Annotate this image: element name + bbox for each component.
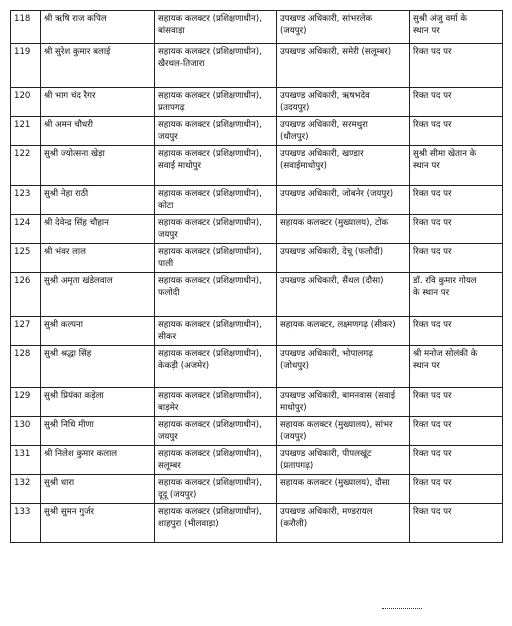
officer-name-cell: सुश्री प्रियंका कड़ेला: [41, 388, 155, 417]
new-posting-line: (सवाईमाधोपुर): [280, 161, 328, 171]
remark-cell: [410, 146, 503, 186]
table-row: [11, 475, 503, 504]
table-row: [11, 446, 503, 475]
officer-name-cell: श्री भंवर लाल: [41, 244, 155, 273]
new-posting-cell: [277, 88, 410, 117]
current-post-line: सहायक कलक्टर (प्रशिक्षणाधीन),: [158, 14, 262, 24]
new-posting-cell: [277, 388, 410, 417]
remark-line: के स्थान पर: [413, 288, 450, 298]
current-post-line: सहायक कलक्टर (प्रशिक्षणाधीन),: [158, 247, 262, 257]
current-post-line: सहायक कलक्टर (प्रशिक्षणाधीन),: [158, 349, 262, 359]
current-post-line: जयपुर: [158, 132, 178, 142]
new-posting-line: (करौली): [280, 519, 308, 529]
remark-line: रिक्त पद पर: [413, 247, 452, 257]
current-post-cell: [155, 317, 277, 346]
serial-number-cell: 127: [11, 317, 41, 346]
page-continuation-mark: [382, 608, 422, 611]
table-row: [11, 273, 503, 317]
remark-line: रिक्त पद पर: [413, 449, 452, 459]
new-posting-line: (जयपुर): [280, 432, 307, 442]
table-body: [11, 11, 503, 543]
new-posting-line: उपखण्ड अधिकारी, भोपालगढ़: [280, 349, 374, 359]
current-post-cell: [155, 273, 277, 317]
new-posting-line: उपखण्ड अधिकारी, सांभरलेक: [280, 14, 373, 24]
current-post-line: सहायक कलक्टर (प्रशिक्षणाधीन),: [158, 320, 262, 330]
table-row: [11, 44, 503, 88]
remark-line: डॉ. रवि कुमार गोयल: [413, 276, 477, 286]
remark-line: स्थान पर: [413, 161, 440, 171]
new-posting-line: उपखण्ड अधिकारी, मण्डरायल: [280, 507, 373, 517]
new-posting-line: उपखण्ड अधिकारी, देचू (फलौदी): [280, 247, 384, 257]
new-posting-line: (धौलपुर): [280, 132, 309, 142]
serial-number-cell: 120: [11, 88, 41, 117]
remark-line: श्री मनोज सोलंकी के: [413, 349, 478, 359]
new-posting-cell: [277, 273, 410, 317]
current-post-line: सहायक कलक्टर (प्रशिक्षणाधीन),: [158, 391, 262, 401]
new-posting-line: उपखण्ड अधिकारी, पीपलखूंट: [280, 449, 372, 459]
table-row: [11, 117, 503, 146]
current-post-cell: [155, 186, 277, 215]
current-post-line: सहायक कलक्टर (प्रशिक्षणाधीन),: [158, 420, 262, 430]
current-post-line: सहायक कलक्टर (प्रशिक्षणाधीन),: [158, 91, 262, 101]
current-post-cell: [155, 117, 277, 146]
new-posting-line: (उदयपुर): [280, 103, 310, 113]
serial-number-cell: 122: [11, 146, 41, 186]
new-posting-line: उपखण्ड अधिकारी, जोबनेर (जयपुर): [280, 189, 394, 199]
remark-cell: [410, 388, 503, 417]
new-posting-line: उपखण्ड अधिकारी, सरमथुरा: [280, 120, 368, 130]
remark-cell: [410, 504, 503, 543]
remark-cell: [410, 88, 503, 117]
current-post-line: दूदू (जयपुर): [158, 490, 197, 500]
remark-line: रिक्त पद पर: [413, 47, 452, 57]
remark-line: रिक्त पद पर: [413, 478, 452, 488]
current-post-line: जयपुर: [158, 230, 178, 240]
remark-line: स्थान पर: [413, 361, 440, 371]
current-post-line: पाली: [158, 259, 174, 269]
current-post-cell: [155, 504, 277, 543]
serial-number-cell: 121: [11, 117, 41, 146]
officer-name-cell: श्री देवेन्द्र सिंह चौहान: [41, 215, 155, 244]
current-post-line: सहायक कलक्टर (प्रशिक्षणाधीन),: [158, 507, 262, 517]
new-posting-line: (जोधपुर): [280, 361, 309, 371]
current-post-cell: [155, 388, 277, 417]
officer-name-cell: सुश्री निधि मीणा: [41, 417, 155, 446]
current-post-cell: [155, 417, 277, 446]
current-post-line: सहायक कलक्टर (प्रशिक्षणाधीन),: [158, 47, 262, 57]
officer-name-cell: श्री सुरेश कुमार बलाई: [41, 44, 155, 88]
current-post-line: सवाई माधोपुर: [158, 161, 202, 171]
officer-name-cell: सुश्री श्रद्धा सिंह: [41, 346, 155, 388]
serial-number-cell: 123: [11, 186, 41, 215]
current-post-line: सहायक कलक्टर (प्रशिक्षणाधीन),: [158, 276, 262, 286]
current-post-line: प्रतापगढ़: [158, 103, 185, 113]
remark-cell: [410, 117, 503, 146]
remark-cell: [410, 475, 503, 504]
current-post-line: बांसवाड़ा: [158, 26, 185, 36]
new-posting-cell: [277, 417, 410, 446]
new-posting-cell: [277, 146, 410, 186]
current-post-line: सलूम्बर: [158, 461, 181, 471]
serial-number-cell: 126: [11, 273, 41, 317]
new-posting-cell: [277, 215, 410, 244]
new-posting-cell: [277, 446, 410, 475]
new-posting-cell: [277, 117, 410, 146]
current-post-line: केकड़ी (अजमेर): [158, 361, 210, 371]
new-posting-cell: [277, 11, 410, 44]
transfer-table: [10, 10, 503, 543]
remark-line: रिक्त पद पर: [413, 391, 452, 401]
serial-number-cell: 129: [11, 388, 41, 417]
current-post-line: सहायक कलक्टर (प्रशिक्षणाधीन),: [158, 149, 262, 159]
table-row: [11, 417, 503, 446]
new-posting-line: सहायक कलक्टर (मुख्यालय), सांभर: [280, 420, 393, 430]
current-post-cell: [155, 475, 277, 504]
remark-line: रिक्त पद पर: [413, 91, 452, 101]
current-post-cell: [155, 44, 277, 88]
serial-number-cell: 128: [11, 346, 41, 388]
new-posting-line: उपखण्ड अधिकारी, सैंथल (दौसा): [280, 276, 384, 286]
table-row: [11, 317, 503, 346]
current-post-line: सीकर: [158, 332, 177, 342]
remark-cell: [410, 11, 503, 44]
remark-line: रिक्त पद पर: [413, 320, 452, 330]
current-post-line: सहायक कलक्टर (प्रशिक्षणाधीन),: [158, 218, 262, 228]
remark-line: सुश्री अंजु वर्मा के: [413, 14, 468, 24]
new-posting-line: (जयपुर): [280, 26, 307, 36]
officer-name-cell: श्री भाग चंद रैगर: [41, 88, 155, 117]
new-posting-line: उपखण्ड अधिकारी, बामनवास (सवाई: [280, 391, 396, 401]
officer-name-cell: सुश्री नेहा राठी: [41, 186, 155, 215]
remark-cell: [410, 317, 503, 346]
serial-number-cell: 130: [11, 417, 41, 446]
remark-cell: [410, 346, 503, 388]
current-post-line: सहायक कलक्टर (प्रशिक्षणाधीन),: [158, 449, 262, 459]
table-row: [11, 146, 503, 186]
new-posting-line: उपखण्ड अधिकारी, समेरी (सलूम्बर): [280, 47, 392, 57]
current-post-line: सहायक कलक्टर (प्रशिक्षणाधीन),: [158, 120, 262, 130]
current-post-line: सहायक कलक्टर (प्रशिक्षणाधीन),: [158, 478, 262, 488]
table-row: [11, 244, 503, 273]
current-post-line: खैरथल-तिजारा: [158, 59, 205, 69]
serial-number-cell: 124: [11, 215, 41, 244]
remark-line: रिक्त पद पर: [413, 507, 452, 517]
current-post-line: बाड़मेर: [158, 403, 179, 413]
serial-number-cell: 132: [11, 475, 41, 504]
table-row: [11, 504, 503, 543]
officer-name-cell: श्री निलेश कुमार कलाल: [41, 446, 155, 475]
remark-line: रिक्त पद पर: [413, 218, 452, 228]
remark-cell: [410, 273, 503, 317]
serial-number-cell: 133: [11, 504, 41, 543]
remark-cell: [410, 417, 503, 446]
current-post-cell: [155, 346, 277, 388]
remark-line: रिक्त पद पर: [413, 189, 452, 199]
new-posting-cell: [277, 44, 410, 88]
current-post-cell: [155, 146, 277, 186]
current-post-line: जयपुर: [158, 432, 178, 442]
new-posting-line: उपखण्ड अधिकारी, ऋषभदेव: [280, 91, 370, 101]
officer-name-cell: सुश्री कल्पना: [41, 317, 155, 346]
new-posting-cell: [277, 186, 410, 215]
remark-line: स्थान पर: [413, 26, 440, 36]
new-posting-line: (प्रतापगढ़): [280, 461, 314, 471]
serial-number-cell: 118: [11, 11, 41, 44]
table-row: [11, 346, 503, 388]
remark-cell: [410, 215, 503, 244]
table-row: [11, 88, 503, 117]
officer-name-cell: सुश्री धारा: [41, 475, 155, 504]
serial-number-cell: 119: [11, 44, 41, 88]
new-posting-line: उपखण्ड अधिकारी, खण्डार: [280, 149, 364, 159]
current-post-cell: [155, 446, 277, 475]
officer-name-cell: श्री ऋषि राज कपिल: [41, 11, 155, 44]
officer-name-cell: सुश्री ज्योत्सना खेड़ा: [41, 146, 155, 186]
new-posting-line: सहायक कलक्टर (मुख्यालय), दौसा: [280, 478, 390, 488]
remark-cell: [410, 446, 503, 475]
officer-name-cell: श्री अमन चौधरी: [41, 117, 155, 146]
serial-number-cell: 131: [11, 446, 41, 475]
new-posting-cell: [277, 475, 410, 504]
remark-line: रिक्त पद पर: [413, 120, 452, 130]
remark-line: सुश्री सीमा खेतान के: [413, 149, 477, 159]
current-post-line: कोटा: [158, 201, 174, 211]
current-post-cell: [155, 215, 277, 244]
remark-cell: [410, 44, 503, 88]
officer-name-cell: सुश्री अमृता खंडेलवाल: [41, 273, 155, 317]
current-post-cell: [155, 88, 277, 117]
table-row: [11, 11, 503, 44]
new-posting-line: माधोपुर): [280, 403, 307, 413]
new-posting-cell: [277, 244, 410, 273]
new-posting-cell: [277, 346, 410, 388]
current-post-cell: [155, 11, 277, 44]
new-posting-cell: [277, 504, 410, 543]
current-post-line: फलोदी: [158, 288, 180, 298]
current-post-line: शाहपुरा (भीलवाड़ा): [158, 519, 219, 529]
remark-cell: [410, 186, 503, 215]
current-post-line: सहायक कलक्टर (प्रशिक्षणाधीन),: [158, 189, 262, 199]
new-posting-cell: [277, 317, 410, 346]
remark-line: रिक्त पद पर: [413, 420, 452, 430]
table-row: [11, 388, 503, 417]
new-posting-line: सहायक कलक्टर, लक्ष्मणगढ़ (सीकर): [280, 320, 396, 330]
current-post-cell: [155, 244, 277, 273]
serial-number-cell: 125: [11, 244, 41, 273]
new-posting-line: सहायक कलक्टर (मुख्यालय), टोंक: [280, 218, 389, 228]
table-row: [11, 215, 503, 244]
remark-cell: [410, 244, 503, 273]
officer-name-cell: सुश्री सुमन गुर्जर: [41, 504, 155, 543]
table-row: [11, 186, 503, 215]
